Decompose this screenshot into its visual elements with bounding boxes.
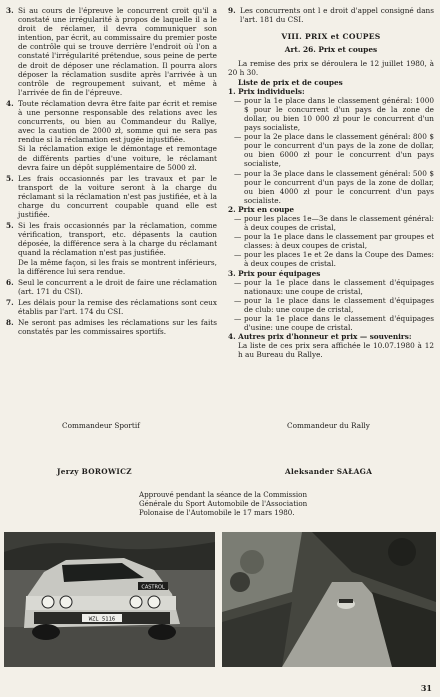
item-text: Seul le concurrent a le droit de faire une réclamation (art. 171 du CSI). bbox=[18, 277, 217, 296]
item-number: 7. bbox=[6, 297, 14, 307]
item-text-extra: De la même façon, si les frais se montrent inférieurs, la différence lui sera rendue. bbox=[18, 257, 217, 276]
sponsor-decal: CASTROL bbox=[141, 584, 165, 591]
rally-car-illustration bbox=[4, 532, 215, 667]
signature-role-left: Commandeur Sportif bbox=[62, 421, 140, 430]
rule-item-4 bbox=[6, 99, 217, 172]
prize-line: — pour la 1e place dans le classement d'équipages d'usine: une coupe de cristal. bbox=[228, 314, 434, 332]
prize-group-1-label: 1. Prix individuels: bbox=[228, 86, 305, 96]
left-column bbox=[6, 6, 217, 338]
rally-car-photo-left bbox=[4, 532, 215, 667]
item-number: 6. bbox=[6, 277, 14, 287]
rule-item-9 bbox=[228, 6, 434, 24]
prize-line: — pour la 1e place dans le classement d'équipages nationaux: une coupe de cristal, bbox=[228, 278, 434, 296]
item-text: Si les frais occasionnés par la réclamation, comme vérification, transport, etc. dépasents la caution déposée, la différence sera à la charge du réclamant quand la réclamation n'est pas justifiée. bbox=[18, 221, 217, 258]
item-text: Toute réclamation devra être faite par écrit et remise à une personne responsable des relations avec les concurrents, ou bien au Commandeur du Rallye, avec la caution de 2000 zł, somme qui ne sera pas rendue si la réclamation est jugée injustifiée. bbox=[18, 98, 217, 145]
intro-paragraph: La remise des prix se déroulera le 12 juillet 1980, à 20 h 30. bbox=[228, 59, 434, 78]
prize-line: — pour les places 1e et 2e dans la Coupe des Dames: à deux coupes de cristal. bbox=[228, 250, 434, 268]
prize-group-4-label: 4. Autres prix d'honneur et prix — souvenirs: bbox=[228, 332, 412, 342]
prize-line: — pour les places 1e—3e dans le classement général: à deux coupes de cristal, bbox=[228, 214, 434, 232]
rule-item-8 bbox=[6, 318, 217, 336]
approval-note: Approuvé pendant la séance de la Commission Générale du Sport Automobile de l'Association Polonaise de l'Automobile le 17 mars 1980. bbox=[139, 490, 308, 518]
list-heading: Liste de prix et de coupes bbox=[238, 77, 343, 87]
item-number: 9. bbox=[228, 6, 236, 15]
item-text: Les frais occasionnés par les travaux et par le transport de la voiture seront à la charge du réclamant si la réclamation n'est pas justifiée, et à la charge du concurrent coupable quand elle est justifiée. bbox=[18, 173, 217, 220]
prize-line: — pour la 1e place dans le classement d'équipages de club: une coupe de cristal, bbox=[228, 296, 434, 314]
prize-group-2-label: 2. Prix en coupe bbox=[228, 204, 294, 214]
forest-road-illustration bbox=[222, 532, 436, 667]
rule-item-5b bbox=[6, 221, 217, 276]
item-number: 5. bbox=[6, 221, 14, 231]
rule-item-3 bbox=[6, 6, 217, 97]
item-text-extra: Si la réclamation exige le démontage et remontage de différents parties d'une voiture, le réclamant devra faire un dépôt supplémentaire de 5000 zł. bbox=[18, 144, 217, 172]
item-number: 4. bbox=[6, 98, 14, 108]
license-plate: WZL 5116 bbox=[88, 616, 116, 623]
prize-line: — pour la 1e place dans le classement par groupes et classes: à deux coupes de cristal, bbox=[228, 232, 434, 250]
prize-line: — pour la 3e place dans le classement général: 500 $ pour le concurrent d'un pays de la zone de dollar, ou bien 4000 zł pour le concurrent d'un pays socialiste. bbox=[228, 169, 434, 205]
signature-role-right: Commandeur du Rally bbox=[287, 421, 370, 430]
prize-line: — pour la 1e place dans le classement général: 1000 $ pour le concurrent d'un pays de la zone de dollar, ou bien 10 000 zł pour le concurrent d'un pays socialiste, bbox=[228, 96, 434, 132]
rule-item-6 bbox=[6, 278, 217, 296]
item-number: 8. bbox=[6, 318, 14, 328]
rule-item-5a bbox=[6, 174, 217, 219]
prize-group-3-label: 3. Prix pour équipages bbox=[228, 268, 321, 278]
rule-item-7 bbox=[6, 298, 217, 316]
page-number: 31 bbox=[420, 683, 432, 693]
right-column bbox=[228, 6, 434, 359]
section-title: VIII. PRIX et COUPES bbox=[281, 32, 381, 42]
item-text: Les concurrents ont l e droit d'appel consigné dans l'art. 181 du CSI. bbox=[240, 6, 434, 25]
item-number: 3. bbox=[6, 6, 14, 15]
item-text: Les délais pour la remise des réclamations sont ceux établis par l'art. 174 du CSI. bbox=[18, 297, 217, 316]
rally-stage-photo-right bbox=[222, 532, 436, 667]
signature-name-right: Aleksander SAŁAGA bbox=[285, 467, 373, 476]
item-text: Si au cours de l'épreuve le concurrent croit qu'il a constaté une irrégularité à propos de laquelle il a le droit de réclamer, il devra communiquer son intention, par écrit, au commissaire du premier poste de contrôle qui se trouve derrière l'endroit où l'on a constaté l'irrégularité prétendue, sous peine de perte de droit de déposer une réclamation. Il pourra alors déposer la réclamation susdite après l'arrivée à un contrôle de regroupement suivant, et même à l'arrivée de fin de l'épreuve. bbox=[18, 6, 217, 97]
prize-group-4-text: La liste de ces prix sera affichée le 10.07.1980 à 12 h au Bureau du Rallye. bbox=[238, 341, 434, 360]
prize-line: — pour la 2e place dans le classement général: 800 $ pour le concurrent d'un pays de la zone de dollar, ou bien 6000 zł pour le concurrent d'un pays socialiste, bbox=[228, 132, 434, 168]
item-number: 5. bbox=[6, 173, 14, 183]
article-title: Art. 26. Prix et coupes bbox=[284, 45, 378, 55]
item-text: Ne seront pas admises les réclamations sur les faits constatés par les commissaires sportifs. bbox=[18, 318, 217, 337]
signature-name-left: Jerzy BOROWICZ bbox=[57, 467, 132, 476]
